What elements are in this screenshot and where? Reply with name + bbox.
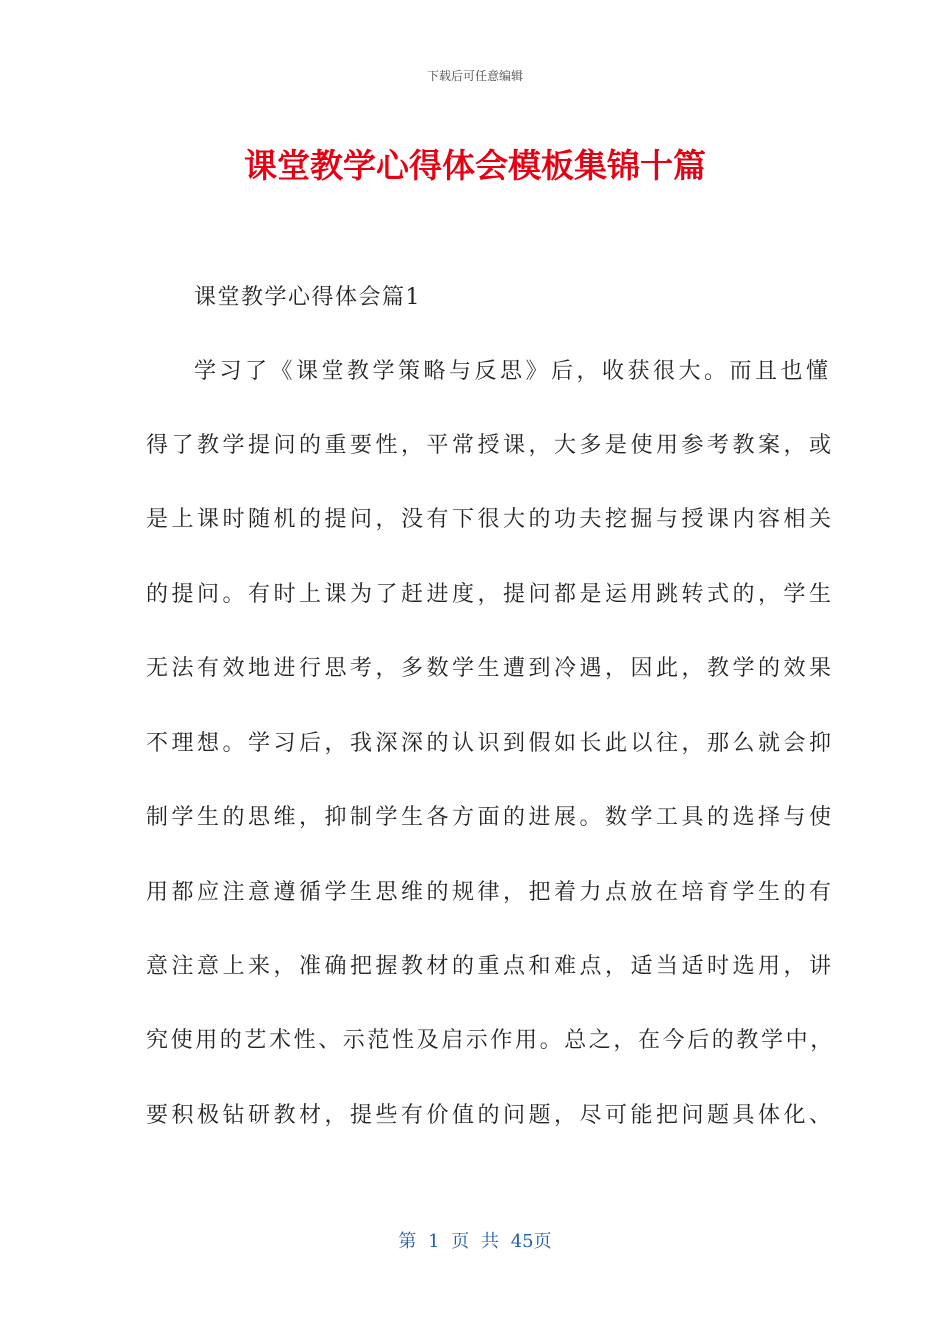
page-header-note: 下载后可任意编辑 xyxy=(426,69,523,83)
paragraph-line: 是上课时随机的提问，没有下很大的功夫挖掘与授课内容相关 xyxy=(146,507,835,532)
paragraph-line: 究使用的艺术性、示范性及启示作用。总之，在今后的教学中， xyxy=(146,1028,835,1053)
document-title: 课堂教学心得体会模板集锦十篇 xyxy=(244,146,706,185)
section-heading: 课堂教学心得体会篇1 xyxy=(194,285,421,310)
paragraph-line: 制学生的思维，抑制学生各方面的进展。数学工具的选择与使 xyxy=(146,805,835,830)
paragraph-line: 用都应注意遵循学生思维的规律，把着力点放在培育学生的有 xyxy=(146,880,835,905)
paragraph-line: 意注意上来，准确把握教材的重点和难点，适当适时选用，讲 xyxy=(146,954,835,979)
page-number-footer: 第 1 页 共 45页 xyxy=(398,1231,552,1252)
paragraph-line: 得了教学提问的重要性，平常授课，大多是使用参考教案，或 xyxy=(146,433,835,458)
paragraph-line: 学习了《课堂教学策略与反思》后，收获很大。而且也懂 xyxy=(194,359,832,384)
paragraph-line: 要积极钻研教材，提些有价值的问题，尽可能把问题具体化、 xyxy=(146,1103,835,1128)
paragraph-line: 不理想。学习后，我深深的认识到假如长此以往，那么就会抑 xyxy=(146,731,835,756)
paragraph-line: 无法有效地进行思考，多数学生遭到冷遇，因此，教学的效果 xyxy=(146,656,835,681)
paragraph-line: 的提问。有时上课为了赶进度，提问都是运用跳转式的，学生 xyxy=(146,582,835,607)
